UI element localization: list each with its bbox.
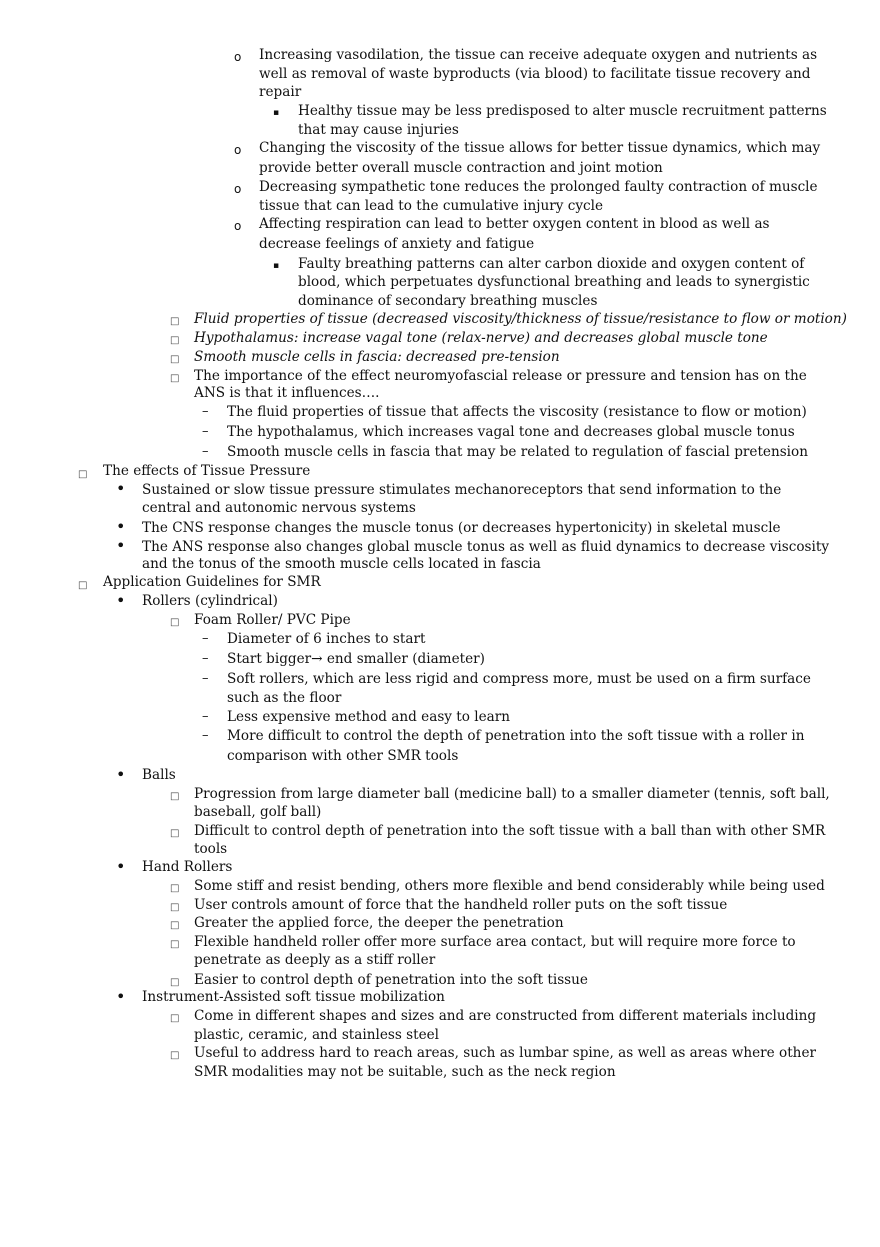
text-line: well as removal of waste byproducts (via blood) to facilitate tissue recovery and: [259, 66, 811, 82]
dash-bullet-icon: –: [202, 651, 209, 666]
text-line: Hypothalamus: increase vagal tone (relax-nerve) and decreases global muscle tone: [194, 330, 768, 346]
box-bullet-icon: □: [170, 939, 180, 950]
circle-bullet-icon: o: [234, 219, 242, 233]
dash-bullet-icon: –: [202, 709, 209, 724]
text-line: and the tonus of the smooth muscle cells located in fascia: [142, 556, 541, 572]
text-line: Smooth muscle cells in fascia that may be related to regulation of fascial pretension: [227, 444, 808, 460]
text-line: Diameter of 6 inches to start: [227, 631, 426, 647]
text-line: Fluid properties of tissue (decreased viscosity/thickness of tissue/resistance to flow or motion): [194, 311, 847, 327]
dash-bullet-icon: –: [202, 728, 209, 743]
text-line: User controls amount of force that the handheld roller puts on the soft tissue: [194, 897, 728, 913]
circle-bullet-icon: o: [234, 143, 242, 157]
box-bullet-icon: □: [170, 828, 180, 839]
dot-bullet-icon: •: [116, 517, 126, 536]
box-bullet-icon: □: [170, 977, 180, 988]
box-bullet-icon: □: [170, 316, 180, 327]
dash-bullet-icon: –: [202, 444, 209, 459]
text-line: comparison with other SMR tools: [227, 748, 459, 764]
text-line: Soft rollers, which are less rigid and compress more, must be used on a firm surface: [227, 671, 811, 687]
box-bullet-icon: □: [78, 580, 88, 591]
text-line: Affecting respiration can lead to better oxygen content in blood as well as: [259, 216, 770, 232]
text-line: Increasing vasodilation, the tissue can receive adequate oxygen and nutrients as: [259, 47, 818, 63]
text-line: Rollers (cylindrical): [142, 593, 278, 609]
text-line: Faulty breathing patterns can alter carbon dioxide and oxygen content of: [298, 256, 805, 272]
text-line: Difficult to control depth of penetration into the soft tissue with a ball than with other SMR: [194, 823, 826, 839]
text-line: Healthy tissue may be less predisposed to alter muscle recruitment patterns: [298, 103, 827, 119]
section-heading: Application Guidelines for SMR: [103, 574, 321, 590]
text-line: central and autonomic nervous systems: [142, 500, 416, 516]
text-line: Come in different shapes and sizes and are constructed from different materials including: [194, 1008, 817, 1024]
text-line: tools: [194, 841, 228, 857]
circle-bullet-icon: o: [234, 50, 242, 64]
text-line: Flexible handheld roller offer more surface area contact, but will require more force to: [194, 934, 796, 950]
text-line: decrease feelings of anxiety and fatigue: [259, 236, 535, 252]
text-line: Changing the viscosity of the tissue allows for better tissue dynamics, which may: [259, 140, 821, 156]
text-line: Decreasing sympathetic tone reduces the prolonged faulty contraction of muscle: [259, 179, 818, 195]
text-line: that may cause injuries: [298, 122, 459, 138]
text-line: penetrate as deeply as a stiff roller: [194, 952, 436, 968]
text-line: dominance of secondary breathing muscles: [298, 293, 598, 309]
text-line: The fluid properties of tissue that affects the viscosity (resistance to flow or motion): [227, 404, 807, 420]
text-line: Progression from large diameter ball (medicine ball) to a smaller diameter (tennis, soft ball,: [194, 786, 830, 802]
box-bullet-icon: □: [170, 883, 180, 894]
text-line: blood, which perpetuates dysfunctional breathing and leads to synergistic: [298, 274, 810, 290]
text-line: Balls: [142, 767, 176, 783]
dash-bullet-icon: –: [202, 631, 209, 646]
text-line: repair: [259, 84, 302, 100]
text-line: Instrument-Assisted soft tissue mobilization: [142, 989, 445, 1005]
box-bullet-icon: □: [170, 791, 180, 802]
box-bullet-icon: □: [78, 469, 88, 480]
box-bullet-icon: □: [170, 920, 180, 931]
text-line: Foam Roller/ PVC Pipe: [194, 612, 351, 628]
text-line: Smooth muscle cells in fascia: decreased pre-tension: [194, 349, 560, 365]
text-line: Some stiff and resist bending, others more flexible and bend considerably while being used: [194, 878, 825, 894]
text-line: The importance of the effect neuromyofascial release or pressure and tension has on the: [194, 368, 807, 384]
text-line: plastic, ceramic, and stainless steel: [194, 1027, 440, 1043]
text-line: Useful to address hard to reach areas, such as lumbar spine, as well as areas where other: [194, 1045, 816, 1061]
dash-bullet-icon: –: [202, 404, 209, 419]
dot-bullet-icon: •: [116, 536, 126, 555]
text-line: The CNS response changes the muscle tonus (or decreases hypertonicity) in skeletal muscle: [142, 520, 781, 536]
square-bullet-icon: ▪: [273, 108, 280, 118]
dot-bullet-icon: •: [116, 987, 126, 1006]
text-line: tissue that can lead to the cumulative injury cycle: [259, 198, 604, 214]
text-line: Sustained or slow tissue pressure stimulates mechanoreceptors that send information to the: [142, 482, 782, 498]
text-line: provide better overall muscle contraction and joint motion: [259, 160, 663, 176]
box-bullet-icon: □: [170, 902, 180, 913]
dash-bullet-icon: –: [202, 671, 209, 686]
text-line: The ANS response also changes global muscle tonus as well as fluid dynamics to decrease viscosity: [142, 539, 830, 555]
dot-bullet-icon: •: [116, 479, 126, 498]
text-line: Greater the applied force, the deeper the penetration: [194, 915, 564, 931]
dot-bullet-icon: •: [116, 857, 126, 876]
dot-bullet-icon: •: [116, 765, 126, 784]
text-line: such as the floor: [227, 690, 342, 706]
box-bullet-icon: □: [170, 1013, 180, 1024]
text-line: Easier to control depth of penetration into the soft tissue: [194, 972, 588, 988]
text-line: ANS is that it influences….: [194, 385, 380, 401]
dash-bullet-icon: –: [202, 424, 209, 439]
circle-bullet-icon: o: [234, 182, 242, 196]
box-bullet-icon: □: [170, 354, 180, 365]
square-bullet-icon: ▪: [273, 261, 280, 271]
text-line: baseball, golf ball): [194, 804, 322, 820]
text-line: More difficult to control the depth of penetration into the soft tissue with a roller in: [227, 728, 805, 744]
text-line: Less expensive method and easy to learn: [227, 709, 511, 725]
text-line: Start bigger→ end smaller (diameter): [227, 651, 485, 667]
box-bullet-icon: □: [170, 373, 180, 384]
text-line: Hand Rollers: [142, 859, 233, 875]
box-bullet-icon: □: [170, 617, 180, 628]
box-bullet-icon: □: [170, 1050, 180, 1061]
section-heading: The effects of Tissue Pressure: [103, 463, 311, 479]
dot-bullet-icon: •: [116, 591, 126, 610]
text-line: SMR modalities may not be suitable, such as the neck region: [194, 1064, 616, 1080]
text-line: The hypothalamus, which increases vagal tone and decreases global muscle tonus: [227, 424, 795, 440]
box-bullet-icon: □: [170, 335, 180, 346]
